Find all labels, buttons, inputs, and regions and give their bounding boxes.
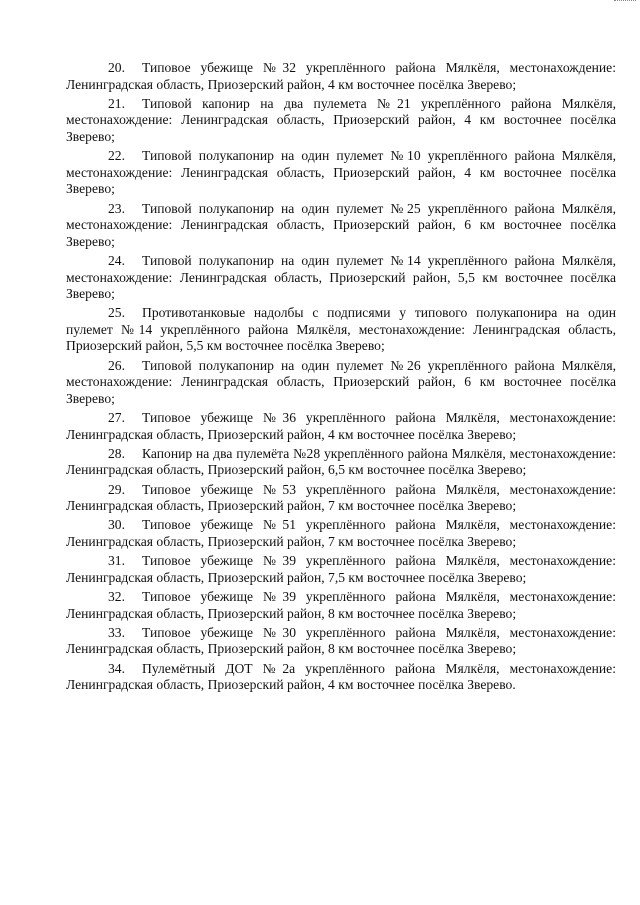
document-body [66,60,616,696]
item-text: Типовой полукапонир на один пулемет №26 укреплённого района Мялкёля, местонахождение: Ленинградская область, Приозерский район, 6 км восточнее посёлка Зверево; [66,357,616,406]
list-item-32 [66,589,616,622]
item-text: Типовое убежище №53 укреплённого района Мялкёля, местонахождение: Ленинградская область, Приозерский район, 7 км восточнее посёлка Зверево; [66,481,616,514]
list-item-27 [66,410,616,443]
item-number: 33. [108,624,125,640]
item-number: 34. [108,660,125,676]
item-text: Капонир на два пулемёта №28 укреплённого района Мялкёля, местонахождение: Ленинградская область, Приозерский район, 6,5 км восточнее посёлка Зверево; [66,445,616,478]
item-text: Типовой полукапонир на один пулемет №25 укреплённого района Мялкёля, местонахождение: Ленинградская область, Приозерский район, 6 км восточнее посёлка Зверево; [66,200,616,249]
item-text: Типовое убежище №36 укреплённого района Мялкёля, местонахождение: Ленинградская область, Приозерский район, 4 км восточнее посёлка Зверево; [66,410,616,442]
item-text: Типовой полукапонир на один пулемет №14 укреплённого района Мялкёля, местонахождение: Ленинградская область, Приозерский район, 5,5 км восточнее посёлка Зверево; [66,252,616,302]
item-number: 30. [108,517,125,533]
item-text: Типовое убежище №51 укреплённого района Мялкёля, местонахождение: Ленинградская область, Приозерский район, 7 км восточнее посёлка Зверево; [66,517,616,549]
item-number: 32. [108,588,125,604]
page-corner-mark [614,0,636,3]
list-item-22 [66,148,616,198]
list-item-33 [66,625,616,658]
item-number: 29. [108,481,125,497]
list-item-26 [66,358,616,408]
item-text: Типовое убежище №30 укреплённого района Мялкёля, местонахождение: Ленинградская область, Приозерский район, 8 км восточнее посёлка Зверево; [66,624,616,657]
list-item-29 [66,482,616,515]
item-text: Пулемётный ДОТ №2а укреплённого района Мялкёля, местонахождение: Ленинградская область, Приозерский район, 4 км восточнее посёлка Зверево. [66,660,616,693]
item-number: 20. [108,60,125,75]
item-number: 28. [108,445,125,461]
list-item-31 [66,553,616,586]
list-item-28 [66,446,616,479]
item-text: Типовое убежище №39 укреплённого района Мялкёля, местонахождение: Ленинградская область, Приозерский район, 7,5 км восточнее посёлка Зверево; [66,553,616,585]
item-number: 25. [108,305,125,321]
list-item-25 [66,305,616,355]
list-item-30 [66,517,616,550]
item-number: 24. [108,252,125,268]
item-text: Типовой капонир на два пулемета №21 укреплённого района Мялкёля, местонахождение: Ленинградская область, Приозерский район, 4 км восточнее посёлка Зверево; [66,95,616,144]
list-item-23 [66,201,616,251]
list-item-34 [66,661,616,694]
item-number: 23. [108,200,125,216]
item-number: 22. [108,148,125,164]
list-item-24 [66,253,616,303]
item-text: Типовой полукапонир на один пулемет №10 укреплённого района Мялкёля, местонахождение: Ленинградская область, Приозерский район, 4 км восточнее посёлка Зверево; [66,148,616,197]
item-number: 27. [108,410,125,426]
item-number: 31. [108,553,125,569]
item-text: Противотанковые надолбы с подписями у типового полукапонира на один пулемет №14 укреплённого района Мялкёля, местонахождение: Ленинградская область, Приозерский район, 5,5 км восточнее посёлка Зверево; [66,305,616,354]
item-number: 21. [108,95,125,111]
list-item-21 [66,96,616,146]
item-text: Типовое убежище №39 укреплённого района Мялкёля, местонахождение: Ленинградская область, Приозерский район, 8 км восточнее посёлка Зверево; [66,588,616,621]
list-item-20 [66,60,616,93]
item-text: Типовое убежище №32 укреплённого района Мялкёля, местонахождение: Ленинградская область, Приозерский район, 4 км восточнее посёлка Зверево; [66,60,616,92]
item-number: 26. [108,357,125,373]
